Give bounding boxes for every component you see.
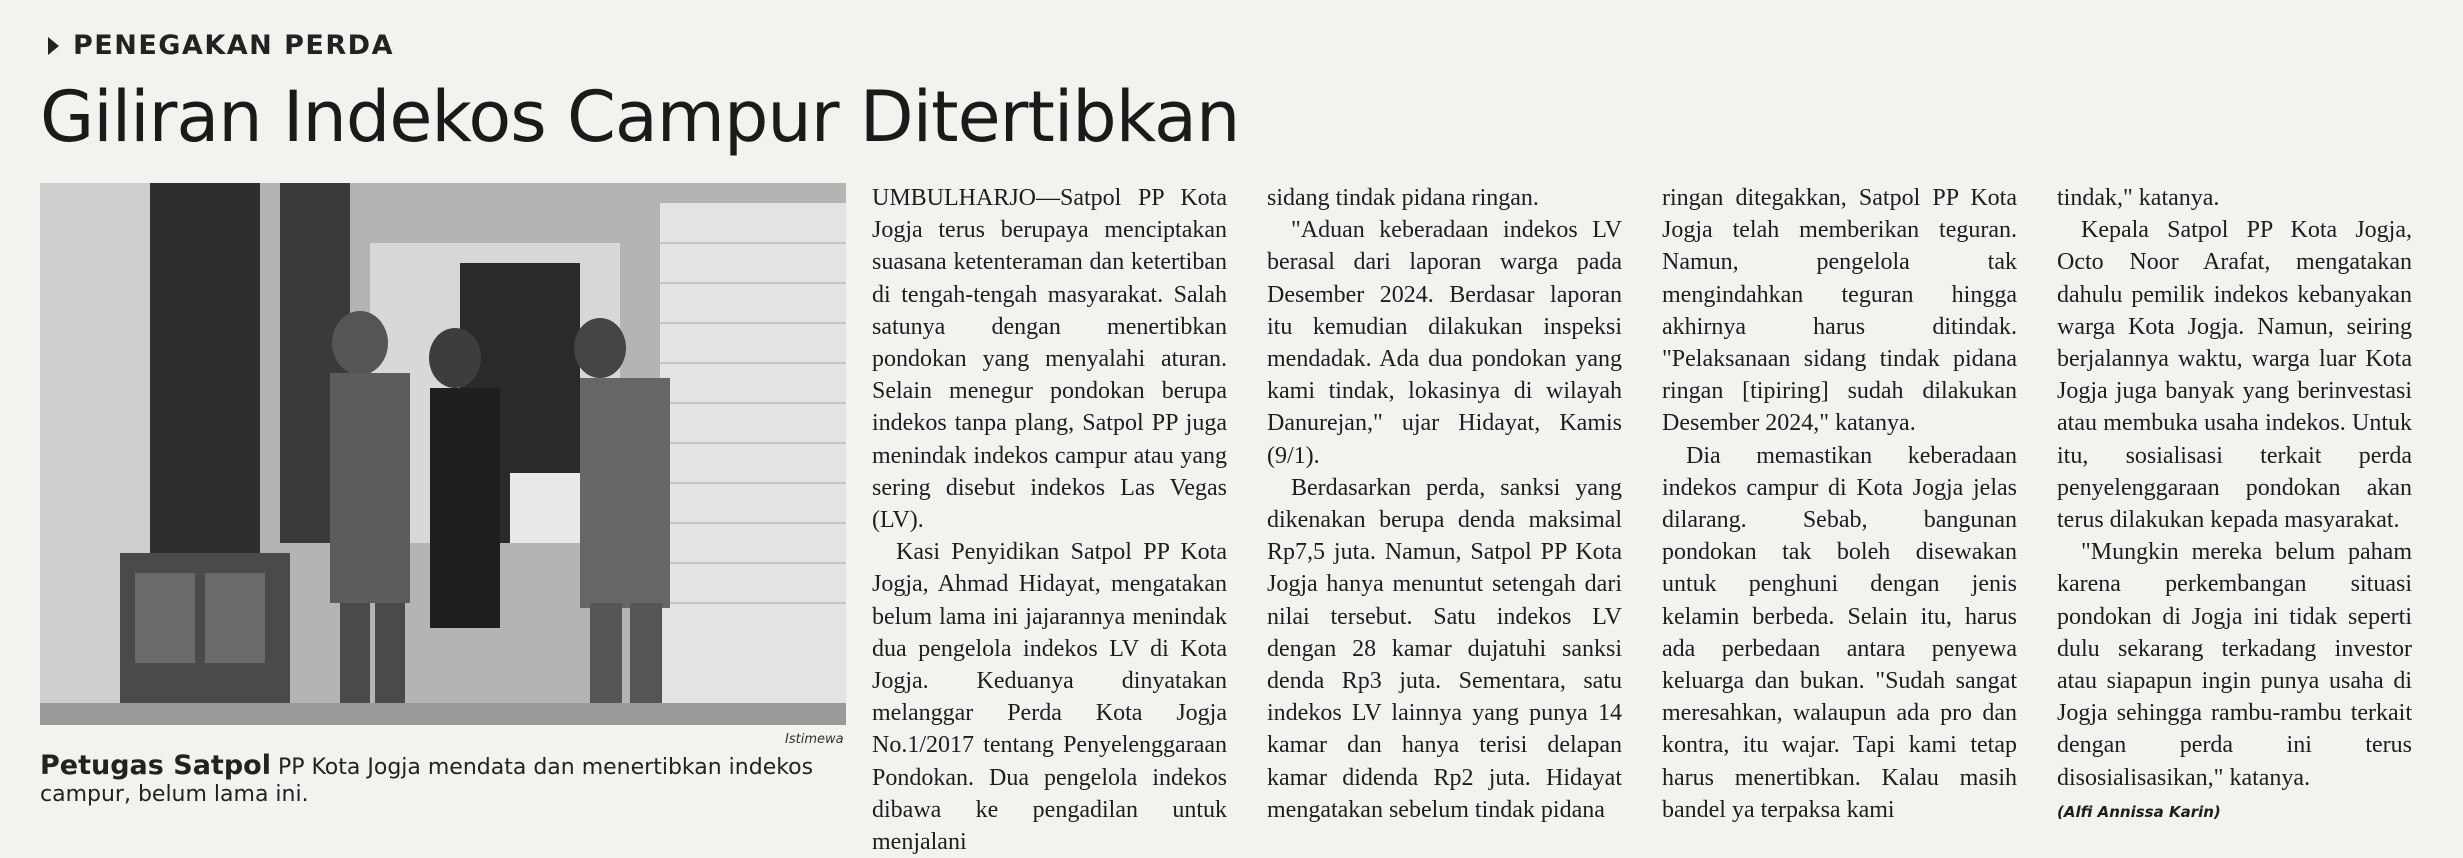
photo-credit: Istimewa — [785, 732, 844, 747]
article-column-3 — [1662, 182, 2017, 826]
paragraph: Kepala Satpol PP Kota Jogja, Octo Noor Arafat, mengatakan dahulu pemilik indekos kebanyakan warga Kota Jogja. Namun, seiring berjalannya waktu, warga luar Kota Jogja juga banyak yang berinvestasi atau membuka usaha indekos. Untuk itu, sosialisasi terkait perda penyelenggaraan pondokan akan terus dilakukan kepada masyarakat. — [2057, 217, 2412, 534]
article-photo — [40, 183, 846, 725]
article-column-2 — [1267, 182, 1622, 826]
caption-text: PP Kota Jogja mendata dan menertibkan indekos campur, belum lama ini. — [40, 755, 814, 807]
paragraph: Kasi Penyidikan Satpol PP Kota Jogja, Ahmad Hidayat, mengatakan belum lama ini jajarannya menindak dua pengelola indekos LV di Kota Jogja. Keduanya dinyatakan melanggar Perda Kota Jogja No.1/2017 tentang Penyelenggaraan Pondokan. Dua pengelola indekos dibawa ke pengadilan untuk menjalani — [872, 539, 1227, 856]
paragraph: "Mungkin mereka belum paham karena perkembangan situasi pondokan di Jogja ini tidak seperti dulu sekarang terkadang investor atau siapapun ingin punya usaha di Jogja sehingga rambu-rambu terkait dengan perda ini terus disosialisasikan," katanya. — [2057, 539, 2412, 791]
triangle-bullet-icon — [48, 37, 59, 55]
section-rubric — [48, 30, 394, 61]
photo-caption — [40, 752, 846, 808]
article-headline: Giliran Indekos Campur Ditertibkan — [40, 76, 1240, 158]
paragraph: tindak," katanya. — [2057, 185, 2220, 211]
paragraph: Dia memastikan keberadaan indekos campur di Kota Jogja jelas dilarang. Sebab, bangunan pondokan tak boleh disewakan untuk penghuni dengan jenis kelamin berbeda. Selain itu, harus ada perbedaan antara penyewa keluarga dan bukan. "Sudah sangat meresahkan, walaupun ada pro dan kontra, itu wajar. Tapi kami tetap harus menertibkan. Kalau masih bandel ya terpaksa kami — [1662, 442, 2017, 823]
article-column-1 — [872, 182, 1227, 858]
paragraph: ringan ditegakkan, Satpol PP Kota Jogja telah memberikan teguran. Namun, pengelola tak mengindahkan teguran hingga akhirnya harus ditindak. "Pelaksanaan sidang tindak pidana ringan [tipiring] sudah dilakukan Desember 2024," katanya. — [1662, 185, 2017, 437]
paragraph: UMBULHARJO—Satpol PP Kota Jogja terus berupaya menciptakan suasana ketenteraman dan ketertiban di tengah-tengah masyarakat. Salah satunya dengan menertibkan pondokan yang menyalahi aturan. Selain menegur pondokan berupa indekos tanpa plang, Satpol PP juga menindak indekos campur atau yang sering disebut indekos Las Vegas (LV). — [872, 185, 1227, 534]
byline-line — [2057, 794, 2412, 828]
rubric-label: PENEGAKAN PERDA — [73, 30, 394, 61]
paragraph: sidang tindak pidana ringan. — [1267, 185, 1539, 211]
paragraph: "Aduan keberadaan indekos LV berasal dari laporan warga pada Desember 2024. Berdasar laporan itu kemudian dilakukan inspeksi mendadak. Ada dua pondokan yang kami tindak, lokasinya di wilayah Danurejan," ujar Hidayat, Kamis (9/1). — [1267, 217, 1622, 469]
article-byline: (Alfi Annissa Karin) — [2057, 802, 2221, 821]
caption-lead: Petugas Satpol — [40, 750, 271, 781]
article-column-4 — [2057, 182, 2412, 828]
paragraph: Berdasarkan perda, sanksi yang dikenakan berupa denda maksimal Rp7,5 juta. Namun, Satpol PP Kota Jogja hanya menuntut setengah dari nilai tersebut. Satu indekos LV dengan 28 kamar dujatuhi sanksi denda Rp3 juta. Sementara, satu indekos LV lainnya yang punya 14 kamar dan hanya terisi delapan kamar didenda Rp2 juta. Hidayat mengatakan sebelum tindak pidana — [1267, 474, 1622, 823]
